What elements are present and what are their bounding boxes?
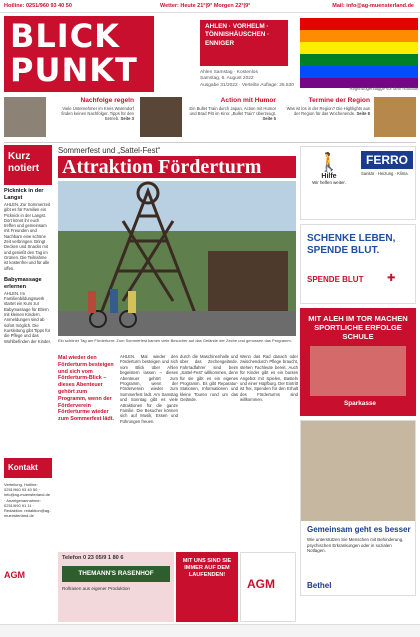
flag-stripe: [300, 42, 418, 54]
ad-sparkasse-sport[interactable]: [300, 308, 416, 416]
agm-brand: AGM: [247, 577, 275, 591]
notice-sub: Wir helfen weiter.: [312, 180, 346, 185]
bethel-headline: Gemeinsam geht es besser: [307, 525, 411, 534]
article-photo: [58, 181, 296, 336]
teaser-page: Seite 5: [262, 116, 276, 122]
hotline-text: Hotline: 0251/960 93 40 50: [4, 3, 72, 9]
teaser-page: Seite 8: [356, 111, 370, 117]
flag-stripe: [300, 54, 418, 66]
teaser-image: [374, 97, 416, 137]
mail-link[interactable]: Mail: info@ag-muensterland.de: [332, 3, 414, 9]
teaser-text: Viele Unternehmer im Kreis Warendorf finden keinen Nachfolger. Tipps für den Betrieb.: [61, 106, 134, 122]
kurz-item-title: Babymassage erlernen: [4, 276, 42, 290]
pub-line: Samstag, 6. August 2022: [200, 76, 254, 82]
ad-notice-ferro[interactable]: [300, 146, 416, 220]
logo-line-1: BLICK: [10, 17, 120, 55]
red-cross-icon: ✚: [387, 273, 396, 284]
kurz-notiert-heading: Kurz notiert: [4, 145, 52, 185]
article-column-1: AHLEN. Mal wieder den Förderturm besteigen und sich vom Blick über Ahlen begeistern lassen – dieses Abenteuer gehört zum Programm, wenn der Förderverein wieder zum Sommerfest lädt. Am Samstag und Sonntag gibt es viele Attraktionen für die ganze Familie. Die Besucher können sich auf Musik, Essen und Führungen freuen.: [120, 354, 178, 424]
sport-player-image: [310, 346, 406, 396]
town-line: TÖNNISHÄUSCHEN ·: [205, 31, 270, 39]
town-line: ENNIGER: [205, 39, 235, 47]
photo-caption: Ein schöner Tag am Förderturm: Zum Sommerfest kamen viele Besucher auf das Gelände der Zeche und genossen das Programm.: [58, 338, 292, 343]
pub-line: Ahlen Samstag · Kostenlos: [200, 70, 258, 75]
blickpunkt-logo: [4, 16, 154, 92]
photo-scene: [58, 181, 296, 336]
ad-agm-brand[interactable]: [240, 552, 296, 622]
teaser-image: [140, 97, 182, 137]
sparkasse-logo: Sparkasse: [344, 400, 376, 407]
footer-bar: [0, 624, 420, 637]
agm-logo: AGM: [4, 570, 25, 580]
pub-line: Ausgabe 31/2022 · Verteilte Auflage: 26.530: [200, 82, 294, 88]
rasenhof-list: Rollrasen aus eigener Produktion: [62, 586, 130, 591]
teaser-nachfolge[interactable]: [4, 97, 134, 140]
bethel-logo: Bethel: [307, 581, 332, 590]
kurz-notiert-column: [4, 188, 52, 453]
flag-stripe: [300, 66, 418, 78]
bethel-photo: [301, 421, 415, 521]
article-headline: Attraktion Förderturm: [58, 156, 296, 178]
ad-bethel[interactable]: [300, 420, 416, 596]
divider: [4, 142, 416, 143]
weather-text: Wetter: Heute 21°|9° Morgen 22°|9°: [160, 3, 251, 9]
article-pullquote: Mal wieder den Förderturm besteigen und sich vom Förderturm-Blick – dieses Abenteuer gehört zum Programm, wenn der Förderverein Förderturme wieder zum Sommerfest lädt.: [58, 355, 115, 423]
teaser-termine[interactable]: [282, 97, 416, 140]
rasenhof-logo: THEMANN'S RASENHOF: [62, 566, 170, 582]
ferro-logo: FERRO: [361, 151, 413, 169]
teaser-text: Ein Bullet Train durch Japan, Action mit Humor und Brad Pitt im Kino: „Bullet Train“ überzeugt.: [189, 106, 276, 117]
notice-title: Hilfe: [321, 173, 337, 180]
kontakt-text: Verteilung, Hotline: 0251/960 93 40 50 · info@ag-muensterland.de · Anzeigenannahme: 0251/690 91 11 · Redaktion: redaktion@ag-muensterland.de: [4, 482, 51, 519]
rasenhof-phone: Telefon 0 23 05/9 1 80 6: [62, 555, 124, 561]
article-column-3: Wenn das Rad danach oder zwischendurch Pflege braucht, stehen Fachleute bereit. Auch für Kinder gibt es ein buntes Angebot mit Spielen, Basteln und einer Hüpfburg. Der Eintritt ist frei, Spenden für den Erhalt des Förderturms sind willkommen.: [240, 354, 298, 403]
teaser-page: Seite 3: [120, 116, 134, 122]
ad-rasenhof[interactable]: [58, 552, 174, 622]
laufen-text: MIT UNS SIND SIE IMMER AUF DEM LAUFENDEN!: [182, 558, 232, 578]
teaser-title: Action mit Humor: [220, 97, 276, 104]
kurz-item-title: Picknick in der Langst: [4, 188, 44, 201]
spende-headline: SCHENKE LEBEN, SPENDE BLUT.: [307, 233, 396, 256]
bethel-text: Wie unterstützen Sie Menschen mit Behinderung, psychischen Erkrankungen oder in sozialen Notlagen.: [307, 537, 404, 554]
teaser-action[interactable]: [140, 97, 276, 140]
top-info-bar: [0, 0, 420, 13]
kontakt-heading: Kontakt: [4, 458, 52, 478]
rainbow-flag-image: [300, 18, 418, 88]
ad-agm-laufen[interactable]: [176, 552, 238, 622]
article-kicker: Sommerfest und „Sattel-Fest“: [58, 146, 161, 155]
kurz-item-text: AHLEN. Im Familienbildungswerk startet ein Kurs zur Babymassage für Eltern mit kleinen Kindern. Anmeldungen sind ab sofort möglich. Die Kursleitung gibt Tipps für die Pflege und das Wohlbefinden der Kinder.: [4, 290, 51, 344]
flag-caption: Regenbogenflagge vor dem Rathaus: [349, 86, 418, 91]
teaser-title: Nachfolge regeln: [80, 97, 134, 104]
teaser-image: [4, 97, 46, 137]
flag-stripe: [300, 18, 418, 30]
spende-brand: SPENDE BLUT: [307, 275, 364, 284]
teaser-text: Was ist los in der Region? Die Highlights aus der Region für das Wochenende.: [286, 106, 370, 117]
sport-headline: MIT ALEH IM TOR MACHEN SPORTLICHE ERFOLGE SCHULE: [308, 314, 408, 341]
ad-spende-blut[interactable]: [300, 224, 416, 304]
ferro-text: Sanitär · Heizung · Klima: [361, 171, 408, 176]
flag-stripe: [300, 30, 418, 42]
logo-line-2: PUNKT: [10, 51, 138, 89]
person-icon: 🚶: [317, 152, 341, 172]
town-line: AHLEN · VORHELM ·: [205, 23, 269, 30]
teaser-title: Termine der Region: [308, 97, 370, 104]
towns-box: [200, 20, 288, 66]
kurz-item-text: AHLEN. Zur Sommerzeit gibt es für Familien ein Picknick in der Langst. Dort könnt ihr euch treffen und gemeinsam mit Freunden und Nachbarn eine schöne Zeit verbringen. Bringt Decken und Snacks mit und genießt den Tag im Grünen. Die Teilnahme ist kostenfrei und für alle offen.: [4, 202, 51, 271]
notice-ad: [305, 151, 353, 191]
article-column-2: durch die Maschinenhalle und über das Zechengelände. Fahrradfahrer sind beim „Sattel-Fest“ willkommen, denn für sie gibt es ein eigenes Programm. Es gibt Reparatur-Stationen, Informationen und kleine Touren rund um das Gelände.: [180, 354, 238, 403]
